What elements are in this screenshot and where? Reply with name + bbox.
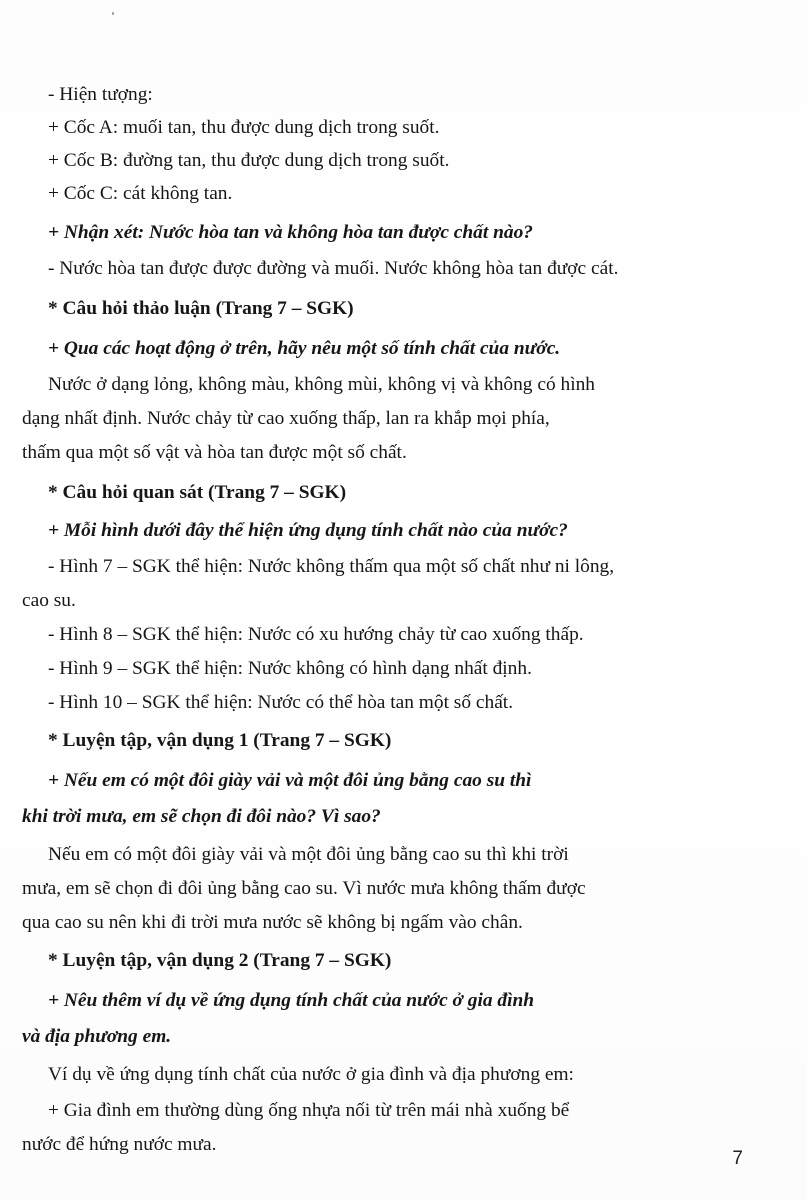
phenomenon-heading: - Hiện tượng: — [48, 84, 153, 105]
discussion-answer-line-1: Nước ở dạng lỏng, không màu, không mùi, không vị và không có hình — [48, 374, 595, 395]
discussion-question-heading: * Câu hỏi thảo luận (Trang 7 – SGK) — [48, 298, 354, 319]
practice-2-question-line-2: và địa phương em. — [22, 1026, 172, 1047]
practice-1-question-line-2: khi trời mưa, em sẽ chọn đi đôi nào? Vì sao? — [22, 806, 381, 827]
figure-8-answer: - Hình 8 – SGK thể hiện: Nước có xu hướng chảy từ cao xuống thấp. — [48, 624, 584, 645]
observation-question-heading: * Câu hỏi quan sát (Trang 7 – SGK) — [48, 482, 347, 503]
practice-1-question-line-1: + Nếu em có một đôi giày vải và một đôi ủng bằng cao su thì — [48, 770, 532, 791]
discussion-answer-line-2: dạng nhất định. Nước chảy từ cao xuống thấp, lan ra khắp mọi phía, — [22, 408, 550, 429]
figure-7-answer-cont: cao su. — [22, 590, 76, 611]
remark-question: + Nhận xét: Nước hòa tan và không hòa tan được chất nào? — [48, 222, 533, 243]
discussion-answer-line-3: thấm qua một số vật và hòa tan được một số chất. — [22, 442, 407, 463]
remark-answer: - Nước hòa tan được được đường và muối. Nước không hòa tan được cát. — [48, 258, 619, 279]
practice-2-answer-line-1: + Gia đình em thường dùng ống nhựa nối từ trên mái nhà xuống bể — [48, 1100, 570, 1121]
figure-10-answer: - Hình 10 – SGK thể hiện: Nước có thể hòa tan một số chất. — [48, 692, 514, 713]
figure-9-answer: - Hình 9 – SGK thể hiện: Nước không có hình dạng nhất định. — [48, 658, 532, 679]
figure-7-answer: - Hình 7 – SGK thể hiện: Nước không thấm qua một số chất như ni lông, — [48, 556, 615, 577]
cup-c-observation: + Cốc C: cát không tan. — [48, 183, 233, 204]
practice-1-answer-line-3: qua cao su nên khi đi trời mưa nước sẽ không bị ngấm vào chân. — [22, 912, 523, 933]
practice-1-answer-line-2: mưa, em sẽ chọn đi đôi ủng bằng cao su. Vì nước mưa không thấm được — [22, 878, 586, 899]
practice-2-heading: * Luyện tập, vận dụng 2 (Trang 7 – SGK) — [48, 950, 392, 971]
practice-2-answer-intro: Ví dụ về ứng dụng tính chất của nước ở gia đình và địa phương em: — [48, 1064, 574, 1085]
cup-b-observation: + Cốc B: đường tan, thu được dung dịch trong suốt. — [48, 150, 450, 171]
scan-speck — [112, 12, 114, 15]
observation-question: + Mỗi hình dưới đây thể hiện ứng dụng tính chất nào của nước? — [48, 520, 568, 541]
page-number: 7 — [732, 1148, 743, 1169]
practice-2-answer-line-2: nước để hứng nước mưa. — [22, 1134, 217, 1155]
practice-2-question-line-1: + Nêu thêm ví dụ về ứng dụng tính chất của nước ở gia đình — [48, 990, 535, 1011]
practice-1-heading: * Luyện tập, vận dụng 1 (Trang 7 – SGK) — [48, 730, 392, 751]
discussion-question: + Qua các hoạt động ở trên, hãy nêu một số tính chất của nước. — [48, 338, 561, 359]
cup-a-observation: + Cốc A: muối tan, thu được dung dịch trong suốt. — [48, 117, 440, 138]
practice-1-answer-line-1: Nếu em có một đôi giày vải và một đôi ủng bằng cao su thì khi trời — [48, 844, 569, 865]
